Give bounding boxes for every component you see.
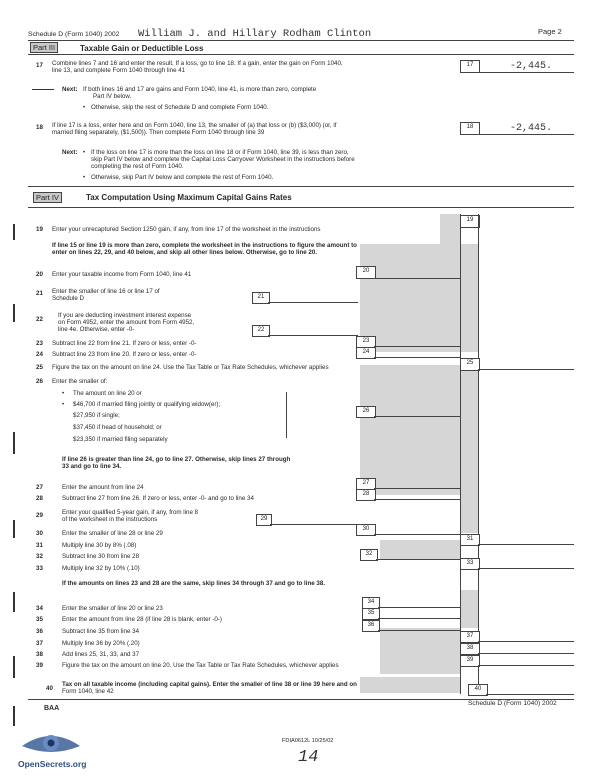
line-21-text-b: Schedule D [52,295,84,302]
instr3-text: If the amounts on lines 23 and 28 are the same, skip lines 34 through 37 and go to line 38. [62,580,326,587]
line-40-box-label: 40 [468,684,488,696]
line-37-number: 37 [36,640,43,647]
margin-mark-3 [13,432,15,454]
line-40-text-a: Tax on all taxable income (including capital gains). Enter the smaller of line 38 or line 39 here and on [62,681,357,688]
line-39-text: Figure the tax on the amount on line 20. Use the Tax Table or Tax Rate Schedules, whichever applies [62,662,339,669]
margin-mark-1 [13,224,15,240]
shade-col-26-30 [360,365,460,495]
line-34-number: 34 [36,605,43,612]
next2-text-b: skip Part IV below and complete the Capital Loss Carryover Worksheet in the instructions before [91,156,355,163]
line-37-amount-rule [478,641,574,642]
line-31-number: 31 [36,542,43,549]
line-25-box-label: 25 [460,358,480,371]
line-39-amount-rule [478,665,574,666]
line-36-number: 36 [36,628,43,635]
next1-text-b: Part IV below. [93,93,132,100]
line-35-number: 35 [36,616,43,623]
line-29-amount-rule [270,524,358,525]
form-name: Schedule D (Form 1040) 2002 [28,31,120,38]
line-22-text-b: on Form 4952, enter the amount from Form 4952, [58,319,195,326]
watermark-text: OpenSecrets.org [18,759,87,769]
line-17-box-label: 17 [460,60,480,73]
line-22-box-label: 22 [252,325,270,337]
line-20-amount-rule [374,278,460,279]
instr1-text-b: enter on lines 22, 29, and 40 below, and skip all other lines below. Otherwise, go to line 20. [52,249,317,256]
line-17-number: 17 [36,62,43,69]
line-29-box-label: 29 [256,514,272,526]
line-28-text: Subtract line 27 from line 26. If zero or less, enter -0- and go to line 34 [62,495,254,502]
next2-text-a: If the loss on line 17 is more than the loss on line 18 or if Form 1040, line 39, is less than zero, [91,149,349,156]
line-34-amount-rule [378,607,460,608]
line-24-text: Subtract line 23 from line 20. If zero or less, enter -0- [52,351,197,358]
next2-bullet2-icon: • [83,174,86,181]
shade-col-right-26-30 [460,365,478,533]
shade-col-right-20-24 [460,244,478,352]
line-34-box-label: 34 [362,597,380,609]
shade-col-37-39 [380,628,460,674]
margin-mark-5 [13,592,15,612]
margin-mark-2 [13,304,15,322]
footer-baa: BAA [44,705,60,712]
next1-text-c: Otherwise, skip the rest of Schedule D and complete Form 1040. [91,104,269,111]
line-26-number: 26 [36,378,43,385]
page-number: Page 2 [538,27,562,36]
header-rule [28,40,574,41]
part4-rule [28,207,574,208]
line-26-option-1: The amount on line 20 or [73,390,142,397]
next2-label: Next: [62,149,78,156]
line-31-box-label: 31 [460,534,480,546]
line-26-option-2: $46,700 if married filing jointly or qualifying widow(er); [73,401,221,408]
part3-title: Taxable Gain or Deductible Loss [80,44,204,53]
line-36-amount-rule [378,630,460,631]
line-23-amount-rule [374,346,460,347]
line-34-text: Enter the smaller of line 20 or line 23 [62,605,163,612]
line-27-number: 27 [36,484,43,491]
line-39-box-label: 39 [460,655,480,667]
eye-icon [16,728,86,758]
line-21-amount-rule [268,302,358,303]
line-18-text-a: If line 17 is a loss, enter here and on Form 1040, line 13, the smaller of (a) that loss or (b) ($3,000) (or, if [52,122,337,129]
line-18-number: 18 [36,124,43,131]
line-40-amount-rule [486,694,574,695]
line-28-box-label: 28 [356,489,376,501]
line-20-text: Enter your taxable income from Form 1040, line 41 [52,271,192,278]
line-36-box-label: 36 [362,620,380,632]
line-32-number: 32 [36,553,43,560]
line-32-box-label: 32 [360,549,378,561]
line-19-number: 19 [36,226,43,233]
next2-bullet-icon: • [83,149,86,156]
part4-label: Part IV [33,192,62,203]
part4-top-rule [28,186,574,187]
line-22-number: 22 [36,316,43,323]
next1-bullet-icon: • [83,104,86,111]
line-35-amount-rule [378,618,460,619]
line-18-amount-rule [478,134,574,135]
line-40-text-b: Form 1040, line 42 [62,688,114,695]
instr2-text-b: 33 and go to line 34. [62,463,122,470]
line-24-box-label: 24 [356,347,376,359]
l26-brace [286,392,287,438]
margin-mark-6 [13,656,15,678]
instr1-text-a: If line 15 or line 19 is more than zero, complete the worksheet in the instructions to figure the amount to [52,242,357,249]
line-24-amount-rule [374,357,460,358]
line-18-box-label: 18 [460,122,480,135]
l26-bullet2-icon: • [62,401,65,408]
line-25-amount-rule [478,369,574,370]
line-29-text-b: of the worksheet in the instructions [62,516,158,523]
line-28-amount-rule [374,499,460,500]
line-28-number: 28 [36,495,43,502]
line-27-amount-rule [374,488,460,489]
line-18-value: -2,445. [510,123,553,134]
line-35-text: Enter the amount from line 28 (if line 28 is blank, enter -0-) [62,616,222,623]
line-38-text: Add lines 25, 31, 33, and 37 [62,651,140,658]
next1-text-a: If both lines 16 and 17 are gains and Form 1040, line 41, is more than zero, complete [83,86,317,93]
line-23-box-label: 23 [356,336,376,348]
line-37-text: Multiply line 36 by 20% (.20) [62,640,140,647]
line-27-text: Enter the amount from line 24 [62,484,144,491]
line-29-number: 29 [36,512,43,519]
line-38-number: 38 [36,651,43,658]
linenum-col-left-rule [460,214,461,694]
shade-19 [440,214,460,244]
line-40-number: 40 [46,685,53,692]
line-30-box-label: 30 [356,524,376,536]
line-22-text-a: If you are deducting investment interest expense [58,312,192,319]
l26-bullet1-icon: • [62,390,65,397]
taxpayer-name: William J. and Hillary Rodham Clinton [138,28,372,40]
line-22-text-c: line 4e. Otherwise, enter -0- [58,326,135,333]
line-35-box-label: 35 [362,608,380,620]
line-19-text: Enter your unrecaptured Section 1250 gain, if any, from line 17 of the worksheet in the instructions [52,226,321,233]
amount-col-left-rule [478,214,479,694]
line-30-amount-rule [374,534,460,535]
line-24-number: 24 [36,351,43,358]
line-21-number: 21 [36,290,43,297]
line-29-text-a: Enter your qualified 5-year gain, if any, from line 8 [62,509,199,516]
shade-col-34-36 [460,590,478,628]
line-17-amount-rule [478,72,574,73]
footer-form-ref: Schedule D (Form 1040) 2002 [468,700,557,707]
line-38-box-label: 38 [460,643,480,655]
opensecrets-logo [16,728,86,770]
line-21-text-a: Enter the smaller of line 16 or line 17 of [52,288,160,295]
line-30-text: Enter the smaller of line 28 or line 29 [62,530,163,537]
part3-rule [28,54,574,55]
part3-label: Part III [30,42,58,53]
next1-label: Next: [62,86,78,93]
margin-mark-7 [13,706,15,726]
line-18-text-b: married filing separately, ($1,500)). Then complete Form 1040 through line 39 [52,129,265,136]
next2-text-c: completing the rest of Form 1040. [91,163,184,170]
margin-dash [32,89,54,90]
line-30-number: 30 [36,530,43,537]
line-26-option-5: $23,350 if married filing separately [73,436,168,443]
line-20-box-label: 20 [356,266,376,279]
shade-col-33 [380,540,460,560]
line-25-number: 25 [36,364,43,371]
handwritten-page-number: 14 [298,748,319,767]
line-32-amount-rule [376,559,460,560]
line-33-number: 33 [36,565,43,572]
line-33-box-label: 33 [460,558,480,570]
line-17-text-a: Combine lines 7 and 16 and enter the result. If a loss, go to line 18. If a gain, enter the gain on Form 1040, [52,60,343,67]
line-37-box-label: 37 [460,631,480,643]
line-20-number: 20 [36,271,43,278]
shade-col-40 [360,677,460,693]
line-32-text: Subtract line 30 from line 28 [62,553,140,560]
line-26-amount-rule [374,416,460,417]
line-33-amount-rule [478,568,574,569]
line-38-amount-rule [478,653,574,654]
line-27-box-label: 27 [356,478,376,490]
part4-title: Tax Computation Using Maximum Capital Gains Rates [86,193,292,202]
line-23-number: 23 [36,340,43,347]
line-26-box-label: 26 [356,406,376,418]
footer-code: FDIA0612L 10/25/02 [282,738,334,744]
line-26-option-3: $27,950 if single; [73,412,120,419]
line-31-text: Multiply line 30 by 8% (.08) [62,542,137,549]
line-36-text: Subtract line 35 from line 34 [62,628,140,635]
line-22-amount-rule [268,335,358,336]
line-26-text: Enter the smaller of: [52,378,108,385]
next2-text-d: Otherwise, skip Part IV below and complete the rest of Form 1040. [91,174,274,181]
line-21-box-label: 21 [252,292,270,304]
instr2-text-a: If line 26 is greater than line 24, go to line 27. Otherwise, skip lines 27 through [62,456,291,463]
line-39-number: 39 [36,662,43,669]
line-17-text-b: line 13, and complete Form 1040 through line 41 [52,67,186,74]
line-17-value: -2,445. [510,61,553,72]
line-19-box-label: 19 [460,215,480,228]
line-33-text: Multiply line 32 by 10% (.10) [62,565,140,572]
line-31-amount-rule [478,544,574,545]
line-25-text: Figure the tax on the amount on line 24. Use the Tax Table or Tax Rate Schedules, whichever applies [52,364,329,371]
margin-mark-4 [13,520,15,538]
line-23-text: Subtract line 22 from line 21. If zero or less, enter -0- [52,340,197,347]
line-26-option-4: $37,450 if head of household; or [73,424,162,431]
